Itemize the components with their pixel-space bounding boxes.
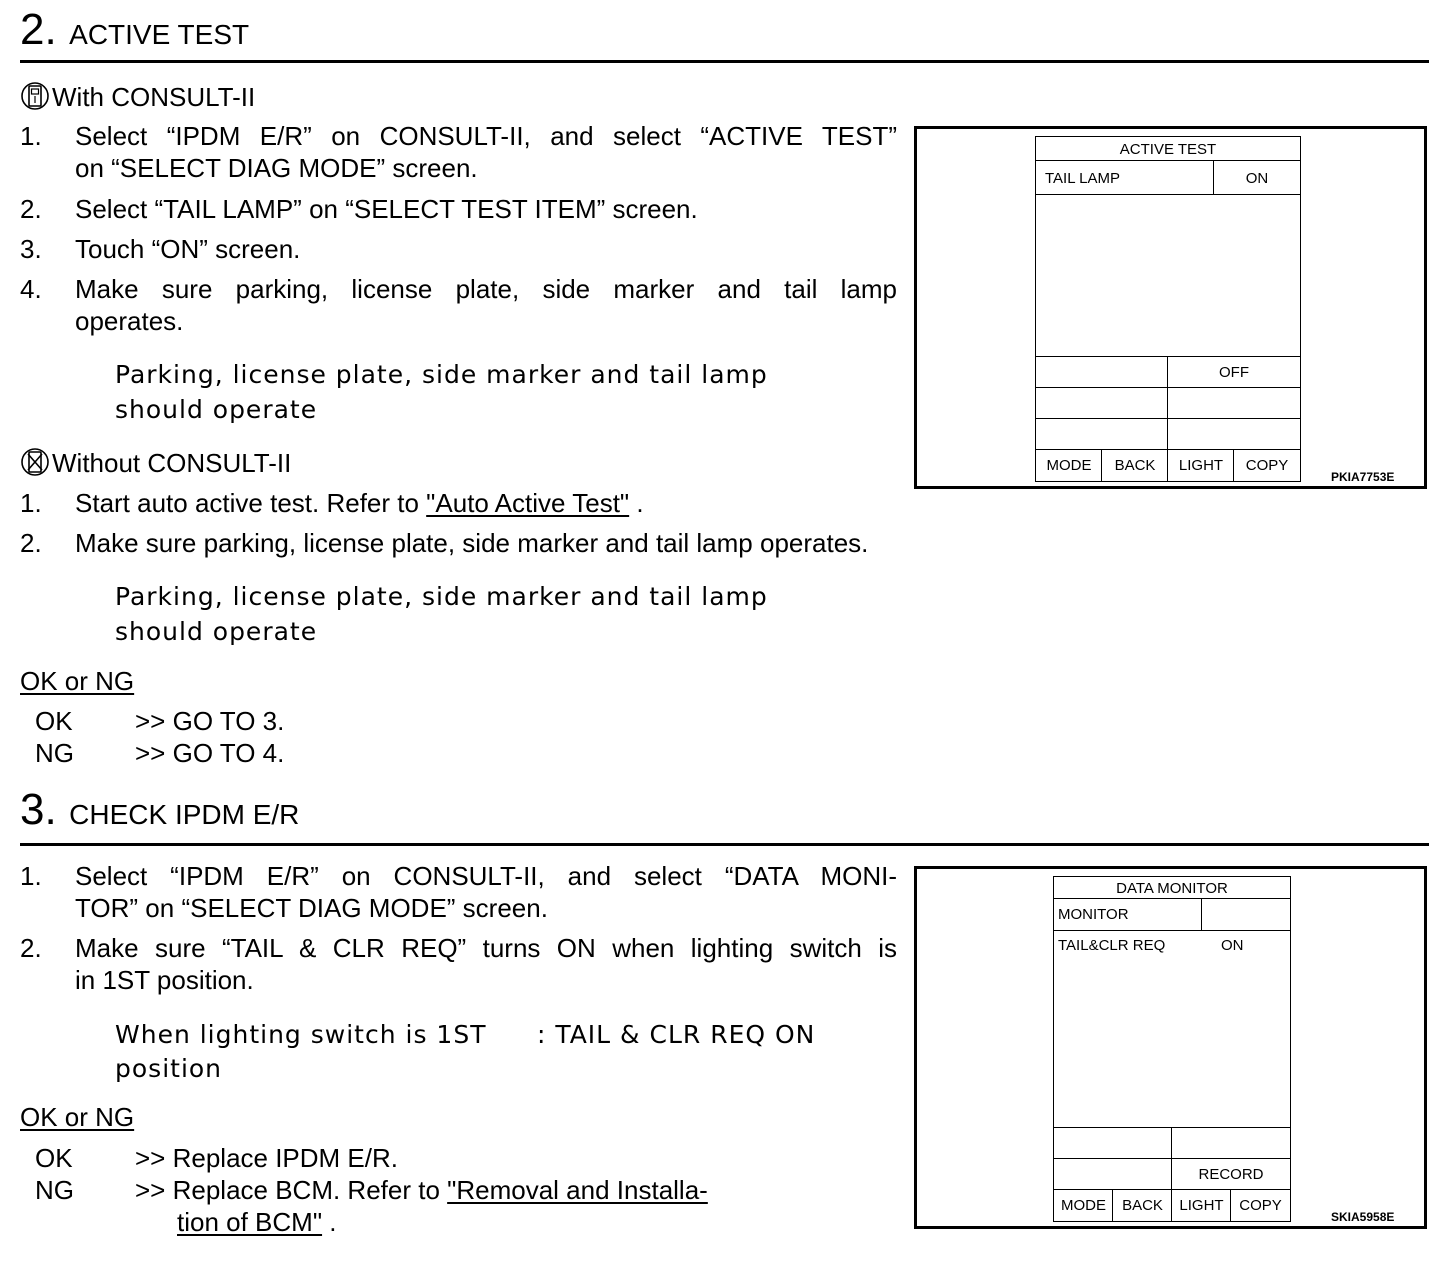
list-item-text: Start auto active test. Refer to "Auto Active Test" .: [75, 488, 644, 518]
list-item-text: Select “IPDM E/R” on CONSULT-II, and select “DATA MONI-: [75, 861, 897, 891]
spec-condition: position: [115, 1054, 223, 1083]
spec-text: Parking, license plate, side marker and tail lamp: [115, 360, 768, 389]
spec-condition: When lighting switch is 1ST: [115, 1020, 487, 1049]
list-item-num: 1.: [20, 121, 42, 151]
step3-divider: [20, 843, 1429, 846]
list-item-text: Touch “ON” screen.: [75, 234, 301, 264]
list-item-text: TOR” on “SELECT DIAG MODE” screen.: [75, 893, 548, 923]
monitor-item-value: ON: [1221, 937, 1244, 954]
list-item-text: Make sure parking, license plate, side marker and tail lamp operates.: [75, 528, 869, 558]
blank-cell: [1053, 1127, 1173, 1160]
result-label-ng: NG: [35, 738, 74, 768]
back-button[interactable]: BACK: [1101, 449, 1169, 482]
consult-tool-icon: [20, 81, 50, 111]
ok-or-ng-label: OK or NG: [20, 1102, 135, 1132]
list-item-num: 2.: [20, 933, 42, 963]
result-label-ok: OK: [35, 1143, 73, 1173]
active-test-screen-figure: [914, 126, 1427, 489]
auto-active-test-link[interactable]: "Auto Active Test": [426, 488, 630, 518]
result-label-ng: NG: [35, 1175, 74, 1205]
monitor-label: MONITOR: [1058, 906, 1129, 923]
blank-cell: [1035, 418, 1169, 451]
screen-body: [1035, 194, 1301, 358]
test-item-value: ON: [1213, 160, 1301, 196]
light-button[interactable]: LIGHT: [1171, 1189, 1232, 1222]
back-button[interactable]: BACK: [1112, 1189, 1173, 1222]
result-text-ng-cont: tion of BCM" .: [177, 1207, 337, 1237]
light-button[interactable]: LIGHT: [1167, 449, 1235, 482]
figure-code: SKIA5958E: [1331, 1210, 1395, 1224]
screen-header: DATA MONITOR: [1053, 876, 1291, 900]
test-item-label: TAIL LAMP: [1045, 170, 1121, 187]
screen-body: [1053, 930, 1291, 1129]
screen-header: ACTIVE TEST: [1035, 136, 1301, 162]
blank-cell: [1035, 356, 1169, 389]
list-item-num: 2.: [20, 194, 42, 224]
list-item-text: operates.: [75, 306, 184, 336]
ok-or-ng-label: OK or NG: [20, 666, 135, 696]
blank-cell: [1035, 387, 1169, 420]
blank-cell: [1171, 1127, 1291, 1160]
monitor-item-label: TAIL&CLR REQ: [1058, 937, 1166, 954]
record-button[interactable]: RECORD: [1171, 1158, 1291, 1191]
list-item-text: Make sure “TAIL & CLR REQ” turns ON when lighting switch is: [75, 933, 897, 963]
list-item-num: 1.: [20, 488, 42, 518]
monitor-row-cell: [1201, 898, 1291, 932]
copy-button[interactable]: COPY: [1230, 1189, 1291, 1222]
copy-button[interactable]: COPY: [1233, 449, 1301, 482]
list-item-text: Select “TAIL LAMP” on “SELECT TEST ITEM” screen.: [75, 194, 698, 224]
result-label-ok: OK: [35, 706, 73, 736]
removal-installation-bcm-link[interactable]: "Removal and Installa-: [447, 1175, 708, 1205]
result-text-ng: >> Replace BCM. Refer to "Removal and Installa-: [135, 1175, 708, 1205]
blank-cell: [1167, 418, 1301, 451]
step2-heading: [20, 5, 250, 54]
spec-text: should operate: [115, 395, 318, 424]
list-item-text: in 1ST position.: [75, 965, 254, 995]
list-item-num: 1.: [20, 861, 42, 891]
result-text-ok: >> GO TO 3.: [135, 706, 285, 736]
result-text-ng: >> GO TO 4.: [135, 738, 285, 768]
removal-installation-bcm-link-cont[interactable]: tion of BCM": [177, 1207, 323, 1237]
list-item-text: on “SELECT DIAG MODE” screen.: [75, 153, 478, 183]
spec-text: Parking, license plate, side marker and tail lamp: [115, 582, 768, 611]
step3-number: 3.: [20, 785, 57, 834]
step2-title: ACTIVE TEST: [69, 19, 250, 50]
step2-number: 2.: [20, 5, 57, 54]
without-consult-label: Without CONSULT-II: [20, 447, 291, 479]
figure-code: PKIA7753E: [1331, 470, 1395, 484]
list-item-num: 2.: [20, 528, 42, 558]
off-button[interactable]: OFF: [1167, 356, 1301, 389]
no-consult-icon: [20, 447, 50, 477]
spec-text: should operate: [115, 617, 318, 646]
step2-divider: [20, 60, 1429, 63]
result-text-ok: >> Replace IPDM E/R.: [135, 1143, 398, 1173]
list-item-text: Select “IPDM E/R” on CONSULT-II, and select “ACTIVE TEST”: [75, 121, 897, 151]
mode-button[interactable]: MODE: [1035, 449, 1103, 482]
spec-value: : TAIL & CLR REQ ON: [537, 1020, 816, 1049]
with-consult-label: With CONSULT-II: [20, 81, 255, 113]
step3-heading: [20, 785, 300, 834]
blank-cell: [1167, 387, 1301, 420]
list-item-num: 3.: [20, 234, 42, 264]
mode-button[interactable]: MODE: [1053, 1189, 1114, 1222]
step3-title: CHECK IPDM E/R: [69, 799, 300, 830]
data-monitor-screen-figure: [914, 866, 1427, 1229]
list-item-num: 4.: [20, 274, 42, 304]
blank-cell: [1053, 1158, 1173, 1191]
list-item-text: Make sure parking, license plate, side marker and tail lamp: [75, 274, 897, 304]
